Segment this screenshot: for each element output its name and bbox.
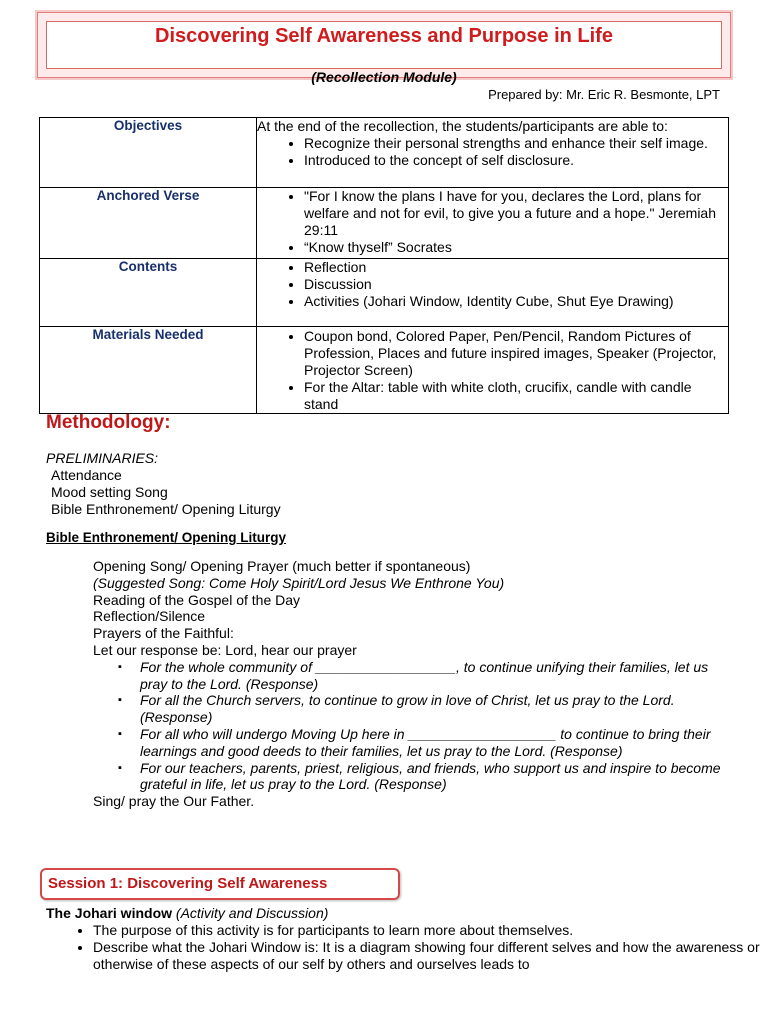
list-item: • The purpose of this activity is for participants to learn more about themselves. [93,922,768,939]
petition-text: For the whole community of __________________, to continue unifying their families, let us pray to the Lord. (Response) [140,658,709,692]
list-item: • Activities (Johari Window, Identity Cube, Shut Eye Drawing) [304,293,728,310]
prepared-by: Prepared by: Mr. Eric R. Besmonte, LPT [488,87,720,102]
preliminaries-label: PRELIMINARIES: [46,450,159,466]
preliminaries-list [51,467,281,518]
contents-content [257,259,729,327]
list-item: • “Know thyself” Socrates [304,239,728,256]
table-row-objectives [40,118,729,188]
johari-heading [46,905,328,921]
module-overview-table [39,117,729,414]
contents-list [257,259,728,310]
list-item: • Describe what the Johari Window is: It is a diagram showing four different selves and how the awareness or otherwise of these aspects of our self by others and ourselves leads to [93,939,768,973]
liturgy-line: Sing/ pray the Our Father. [93,793,255,810]
petition-text: For all the Church servers, to continue to grow in love of Christ, let us pray to the Lord. (Response) [140,692,675,726]
square-bullet-icon: ▪ [118,761,122,774]
objectives-intro: At the end of the recollection, the students/participants are able to: [257,118,668,134]
list-item: Mood setting Song [51,484,168,500]
list-item: Attendance [51,467,122,483]
liturgy-heading: Bible Enthronement/ Opening Liturgy [46,530,287,545]
materials-label: Materials Needed [40,327,257,414]
petition-text: For our teachers, parents, priest, religious, and friends, who support us and inspire to become grateful in life, let us pray to the Lord. (Response) [140,759,721,793]
document-subtitle: (Recollection Module) [311,69,457,85]
anchored-verse-content [257,188,729,259]
square-bullet-icon: ▪ [118,660,122,673]
title-box [37,12,731,85]
objectives-content [257,118,729,188]
liturgy-section [93,558,723,810]
list-item: • Introduced to the concept of self disclosure. [304,152,728,169]
list-item: • Recognize their personal strengths and enhance their self image. [304,135,728,152]
petitions-list [93,659,723,793]
anchored-verse-list [257,188,728,256]
list-item: • "For I know the plans I have for you, declares the Lord, plans for welfare and not for evil, to give you a future and a hope." Jeremiah 29:11 [304,188,728,239]
petition-item [118,692,723,726]
document-title: Discovering Self Awareness and Purpose in Life [155,25,613,47]
johari-list [46,922,768,973]
liturgy-line: Reading of the Gospel of the Day [93,591,301,608]
session-1-box [40,868,400,900]
list-item: Bible Enthronement/ Opening Liturgy [51,501,281,517]
objectives-label: Objectives [40,118,257,188]
list-item: • Reflection [304,259,728,276]
list-item: • For the Altar: table with white cloth, crucifix, candle with candle stand [304,379,728,413]
liturgy-line: Let our response be: Lord, hear our prayer [93,641,357,658]
liturgy-line: Reflection/Silence [93,608,206,625]
session-1-title: Session 1: Discovering Self Awareness [48,875,328,892]
petition-item [118,725,723,760]
petition-text: For all who will undergo Moving Up here in ___________________ to continue to bring their learnings and good deeds to their families, let us pray to the Lord. (Response) [140,725,711,759]
list-item: • Discussion [304,276,728,293]
table-row-anchored-verse [40,188,729,259]
johari-title: The Johari window [46,905,173,921]
list-item: • Coupon bond, Colored Paper, Pen/Pencil, Random Pictures of Profession, Places and future inspired images, Speaker (Projector, Projector Screen) [304,328,728,379]
objectives-list [257,135,728,169]
petition-item [118,658,723,693]
materials-content [257,327,729,414]
square-bullet-icon: ▪ [118,694,122,707]
anchored-verse-label: Anchored Verse [40,188,257,259]
methodology-heading: Methodology: [46,412,171,433]
table-row-contents [40,259,729,327]
liturgy-line: Prayers of the Faithful: [93,625,234,642]
petition-item [118,759,723,794]
materials-list [257,328,728,413]
contents-label: Contents [40,259,257,327]
table-row-materials [40,327,729,414]
square-bullet-icon: ▪ [118,727,122,740]
johari-subtitle: (Activity and Discussion) [175,905,329,921]
liturgy-line: Opening Song/ Opening Prayer (much better if spontaneous) [93,558,471,574]
liturgy-line: (Suggested Song: Come Holy Spirit/Lord Jesus We Enthrone You) [93,574,505,591]
